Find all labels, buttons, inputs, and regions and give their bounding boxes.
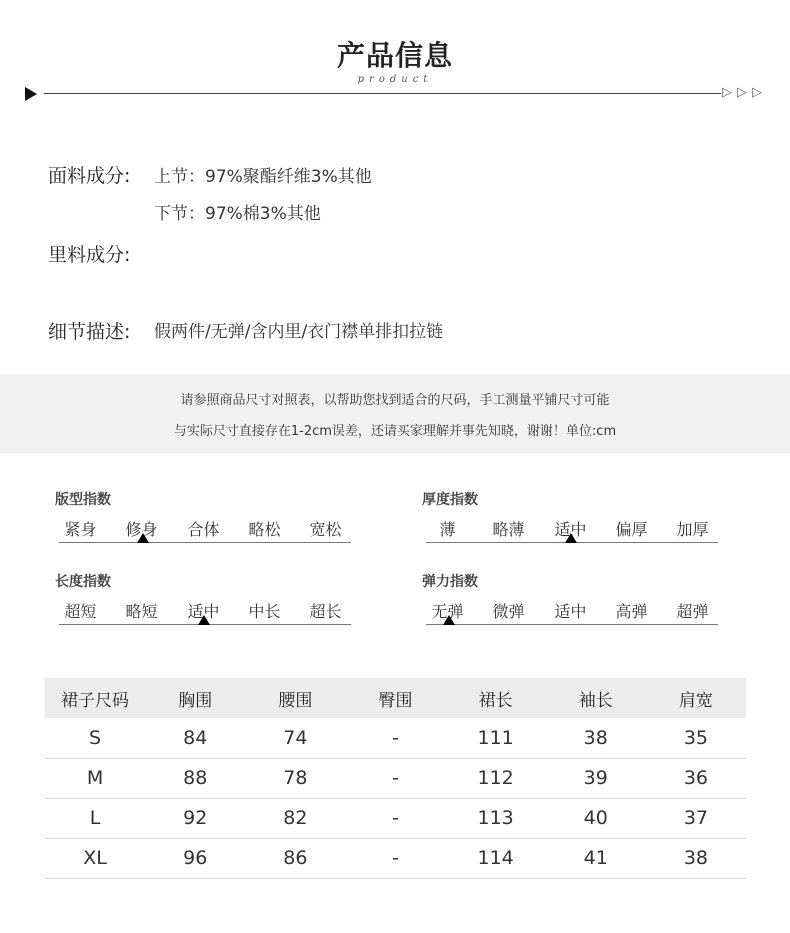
table-row xyxy=(45,798,746,838)
section-subtitle: product xyxy=(357,74,433,85)
arrows-right-icon: ▷▷▷ xyxy=(722,85,767,100)
table-cell: 35 xyxy=(646,718,746,758)
length-index xyxy=(55,571,355,641)
fit-index-option: 紧身 xyxy=(64,520,97,539)
thickness-index-title: 厚度指数 xyxy=(422,492,478,508)
size-table-header: 臀围 xyxy=(345,678,445,718)
table-cell: - xyxy=(345,838,445,878)
elasticity-index-title: 弹力指数 xyxy=(422,574,478,590)
table-cell: 74 xyxy=(245,718,345,758)
length-index-marker-icon xyxy=(198,615,210,625)
elasticity-index xyxy=(422,571,722,641)
thickness-index-option: 偏厚 xyxy=(615,520,648,539)
table-row xyxy=(45,718,746,758)
table-cell: 40 xyxy=(546,798,646,838)
table-cell: - xyxy=(345,718,445,758)
table-cell: XL xyxy=(45,838,145,878)
thickness-index-marker-icon xyxy=(565,533,577,543)
length-index-option: 适中 xyxy=(187,602,220,621)
table-cell: 114 xyxy=(446,838,546,878)
fit-index-line xyxy=(59,542,351,543)
table-cell: 39 xyxy=(546,758,646,798)
table-cell: 38 xyxy=(546,718,646,758)
table-row xyxy=(45,758,746,798)
elasticity-index-option: 微弹 xyxy=(492,602,525,621)
table-cell: 78 xyxy=(245,758,345,798)
thickness-index-option: 薄 xyxy=(439,520,456,539)
table-cell: - xyxy=(345,798,445,838)
length-index-option: 略短 xyxy=(125,602,158,621)
length-index-option: 超长 xyxy=(309,602,342,621)
size-notice-line-1: 请参照商品尺寸对照表，以帮助您找到适合的尺码，手工测量平铺尺寸可能 xyxy=(180,393,610,408)
table-cell: 36 xyxy=(646,758,746,798)
fabric-bottom-value: 下节：97%棉3%其他 xyxy=(154,204,321,224)
fit-index-option: 略松 xyxy=(248,520,281,539)
table-cell: L xyxy=(45,798,145,838)
size-table-header: 裙子尺码 xyxy=(45,678,145,718)
size-table-header: 肩宽 xyxy=(646,678,746,718)
fit-index-option: 合体 xyxy=(187,520,220,539)
table-cell: - xyxy=(345,758,445,798)
table-cell: M xyxy=(45,758,145,798)
table-cell: 113 xyxy=(446,798,546,838)
elasticity-index-marker-icon xyxy=(443,615,455,625)
thickness-index-option: 加厚 xyxy=(676,520,709,539)
table-cell: 38 xyxy=(646,838,746,878)
thickness-index-option: 适中 xyxy=(554,520,587,539)
table-cell: 86 xyxy=(245,838,345,878)
length-index-option: 中长 xyxy=(248,602,281,621)
table-cell: 96 xyxy=(145,838,245,878)
fit-index-option: 修身 xyxy=(125,520,158,539)
table-cell: 82 xyxy=(245,798,345,838)
table-cell: 84 xyxy=(145,718,245,758)
thickness-index-option: 略薄 xyxy=(492,520,525,539)
table-cell: 111 xyxy=(446,718,546,758)
fabric-top-value: 上节：97%聚酯纤维3%其他 xyxy=(154,167,372,187)
table-cell: 88 xyxy=(145,758,245,798)
fit-index-title: 版型指数 xyxy=(55,492,111,508)
size-table-header: 袖长 xyxy=(546,678,646,718)
elasticity-index-option: 适中 xyxy=(554,602,587,621)
details-value: 假两件/无弹/含内里/衣门襟单排扣拉链 xyxy=(154,322,444,342)
table-row xyxy=(45,838,746,878)
size-table-header: 裙长 xyxy=(446,678,546,718)
lining-label: 里料成分: xyxy=(48,244,131,266)
table-cell: 92 xyxy=(145,798,245,838)
size-notice xyxy=(0,374,790,453)
details-label: 细节描述: xyxy=(48,321,131,343)
size-table-header: 胸围 xyxy=(145,678,245,718)
table-cell: S xyxy=(45,718,145,758)
elasticity-index-option: 无弹 xyxy=(431,602,464,621)
section-title: 产品信息 xyxy=(336,39,453,72)
elasticity-index-line xyxy=(426,624,718,625)
elasticity-index-option: 超弹 xyxy=(676,602,709,621)
table-cell: 41 xyxy=(546,838,646,878)
arrow-left-icon xyxy=(25,87,37,101)
fabric-label: 面料成分: xyxy=(48,165,131,187)
length-index-title: 长度指数 xyxy=(55,574,111,590)
size-notice-line-2: 与实际尺寸直接存在1-2cm误差，还请买家理解并事先知晓，谢谢！单位:cm xyxy=(173,424,617,439)
size-table xyxy=(45,678,746,879)
header-divider xyxy=(44,93,721,94)
fit-index-option: 宽松 xyxy=(309,520,342,539)
fit-index xyxy=(55,489,355,559)
size-table-header-row xyxy=(45,678,746,718)
size-table-header: 腰围 xyxy=(245,678,345,718)
table-cell: 112 xyxy=(446,758,546,798)
table-cell: 37 xyxy=(646,798,746,838)
fit-index-marker-icon xyxy=(137,533,149,543)
elasticity-index-option: 高弹 xyxy=(615,602,648,621)
thickness-index xyxy=(422,489,722,559)
length-index-option: 超短 xyxy=(64,602,97,621)
